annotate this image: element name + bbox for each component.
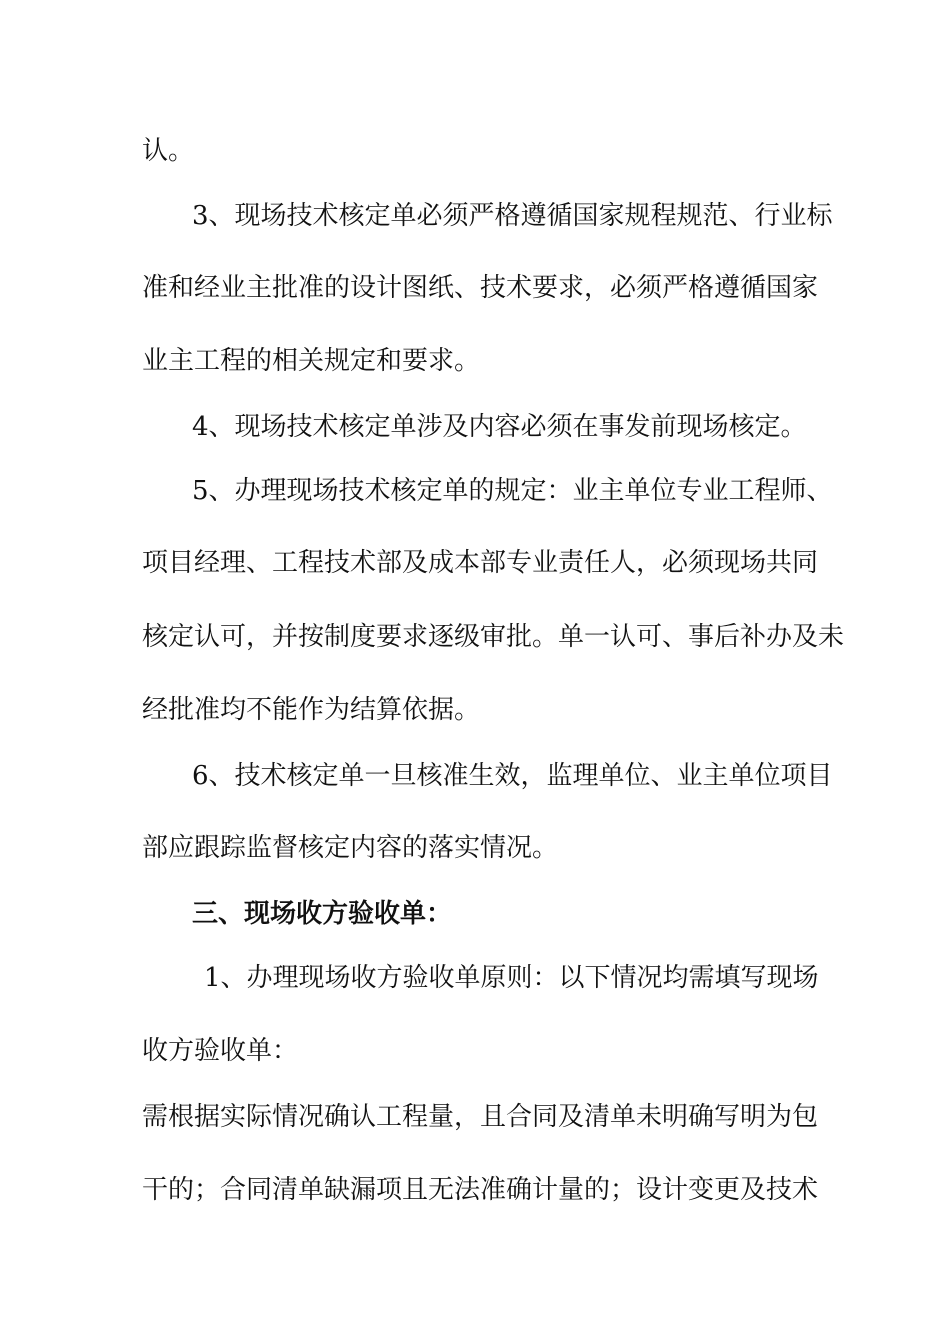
text-line-3: 准和经业主批准的设计图纸、技术要求，必须严格遵循国家	[142, 273, 819, 303]
text-line-15: 需根据实际情况确认工程量，且合同及清单未明确写明为包	[142, 1102, 819, 1132]
text-line-11: 部应跟踪监督核定内容的落实情况。	[142, 833, 559, 863]
section-heading: 三、现场收方验收单：	[192, 899, 453, 929]
text-line-1: 认。	[142, 136, 195, 166]
text-line-6: 5、办理现场技术核定单的规定：业主单位专业工程师、	[192, 476, 833, 506]
text-line-16: 干的；合同清单缺漏项且无法准确计量的；设计变更及技术	[142, 1175, 819, 1205]
text-line-14: 收方验收单：	[142, 1036, 299, 1066]
text-line-4: 业主工程的相关规定和要求。	[142, 346, 481, 376]
text-line-2: 3、现场技术核定单必须严格遵循国家规程规范、行业标	[192, 201, 833, 231]
text-line-7: 项目经理、工程技术部及成本部专业责任人，必须现场共同	[142, 548, 819, 578]
text-line-9: 经批准均不能作为结算依据。	[142, 695, 481, 725]
text-line-13: 1、办理现场收方验收单原则：以下情况均需填写现场	[204, 963, 819, 993]
text-line-8: 核定认可，并按制度要求逐级审批。单一认可、事后补办及未	[142, 622, 845, 652]
text-line-10: 6、技术核定单一旦核准生效，监理单位、业主单位项目	[192, 761, 833, 791]
text-line-5: 4、现场技术核定单涉及内容必须在事发前现场核定。	[192, 412, 807, 442]
